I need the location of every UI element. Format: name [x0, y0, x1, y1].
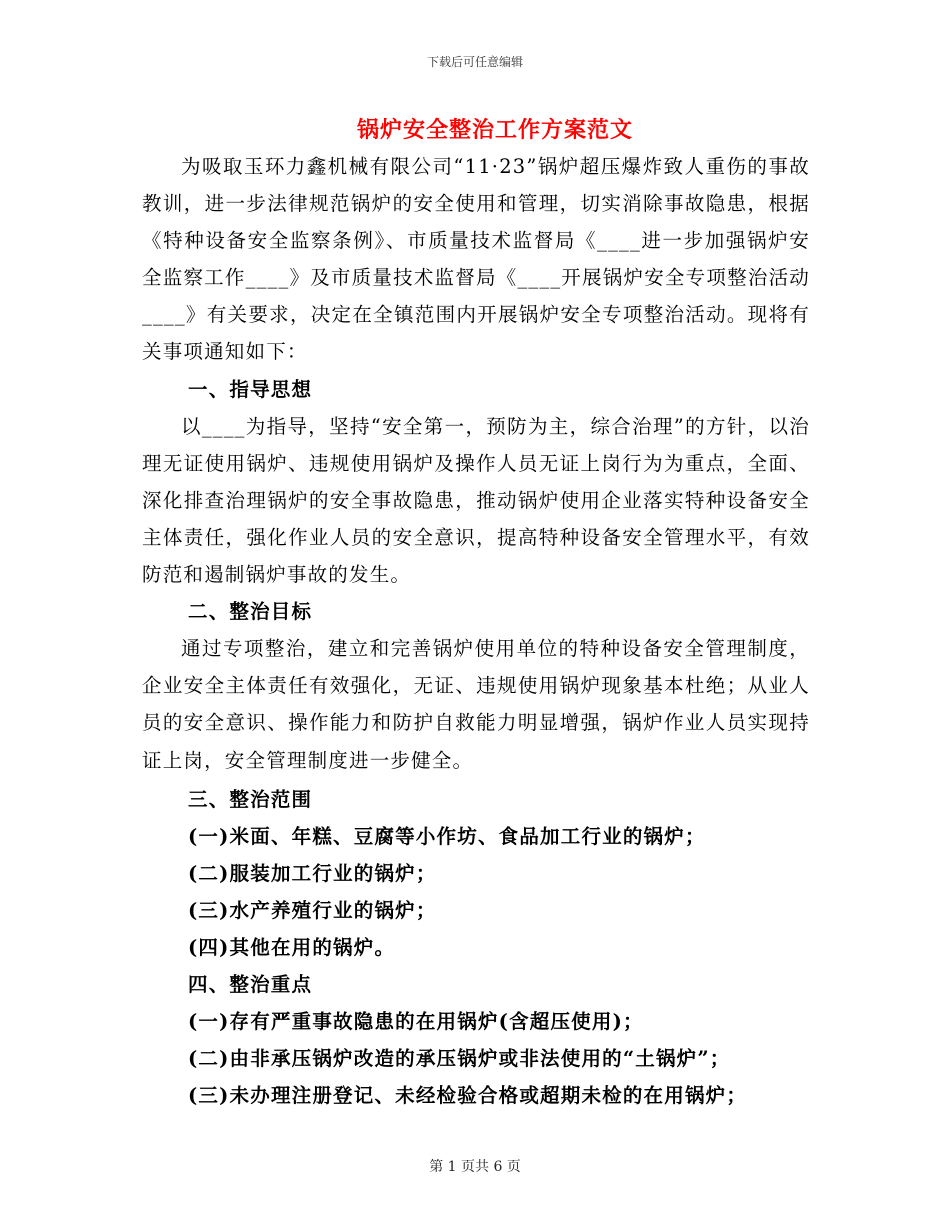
scope-item: (一)米面、年糕、豆腐等小作坊、食品加工行业的锅炉；	[188, 824, 706, 848]
focus-item: (一)存有严重事故隐患的在用锅炉(含超压使用)；	[188, 1010, 644, 1034]
section-heading-guiding-ideology: 一、指导思想	[188, 377, 313, 401]
intro-paragraph: 为吸取玉环力鑫机械有限公司“11·23”锅炉超压爆炸致人重伤的事故教训，进一步法律规范锅炉的安全使用和管理，切实消除事故隐患，根据《特种设备安全监察条例》、市质量技术监督局《____进一步加强锅炉安全监察工作____》及市质量技术监督局《____开展锅炉安全专项整治活动____》有关要求，决定在全镇范围内开展锅炉安全专项整治活动。现将有关事项通知如下：	[142, 155, 810, 364]
focus-item: (二)由非承压锅炉改造的承压锅炉或非法使用的“土锅炉”；	[188, 1047, 731, 1071]
scope-item: (四)其他在用的锅炉。	[188, 935, 396, 959]
header-note: 下载后可任意编辑	[426, 55, 523, 69]
section-text-objectives: 通过专项整治，建立和完善锅炉使用单位的特种设备安全管理制度，企业安全主体责任有效强化，无证、违规使用锅炉现象基本杜绝；从业人员的安全意识、操作能力和防护自救能力明显增强，锅炉作业人员实现持证上岗，安全管理制度进一步健全。	[142, 637, 810, 772]
section-heading-focus: 四、整治重点	[188, 973, 313, 997]
section-heading-scope: 三、整治范围	[188, 787, 313, 811]
scope-item: (三)水产养殖行业的锅炉；	[188, 898, 437, 922]
section-text-guiding-ideology: 以____为指导，坚持“安全第一，预防为主，综合治理”的方针，以治理无证使用锅炉、违规使用锅炉及操作人员无证上岗行为为重点，全面、深化排查治理锅炉的安全事故隐患，推动锅炉使用企业落实特种设备安全主体责任，强化作业人员的安全意识，提高特种设备安全管理水平，有效防范和遏制锅炉事故的发生。	[142, 414, 810, 587]
page-footer: 第 1 页共 6 页	[429, 1159, 521, 1175]
document-title: 锅炉安全整治工作方案范文	[356, 117, 633, 143]
focus-item: (三)未办理注册登记、未经检验合格或超期未检的在用锅炉；	[188, 1084, 748, 1108]
document-body	[142, 148, 810, 1114]
scope-item: (二)服装加工行业的锅炉；	[188, 861, 437, 885]
section-heading-objectives: 二、整治目标	[188, 600, 313, 624]
